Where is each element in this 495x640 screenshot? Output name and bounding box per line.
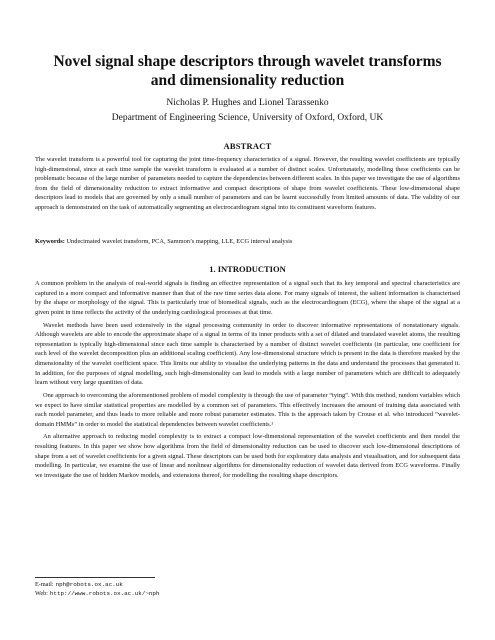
- author-list: Nicholas P. Hughes and Lionel Tarassenko: [166, 98, 329, 108]
- keywords-text: Undecimated wavelet transform, PCA, Sammon’s mapping, LLE, ECG interval analysis: [66, 238, 293, 245]
- keywords-label: Keywords:: [35, 238, 65, 245]
- footnote-divider: [35, 577, 155, 578]
- footnote-email-line: [35, 580, 160, 589]
- introduction-body: [35, 279, 460, 484]
- footnote: [35, 580, 160, 598]
- abstract-text: The wavelet transform is a powerful tool for capturing the joint time-frequency characteristics of a signal. However, the resulting wavelet coefficients are typically high-dimensional, since at each time sample the wavelet transform is evaluated at a number of distinct scales. Unfortunately, modelling these coefficients can be problematic because of the large number of parameters needed to capture the dependencies between different scales. In this paper we investigate the use of algorithms from the field of dimensionality reduction to extract informative and compact descriptions of shape from wavelet coefficients. These low-dimensional shape descriptors lead to models that are governed by only a small number of parameters and can be learnt successfully from limited amounts of data. The validity of our approach is demonstrated on the task of automatically segmenting an electrocardiogram signal into its constituent waveform features.: [35, 156, 460, 211]
- keywords-line: [35, 237, 460, 247]
- footnote-web-line: [35, 589, 160, 598]
- intro-paragraph: A common problem in the analysis of real-world signals is finding an effective representation of a signal such that its key temporal and spectral characteristics are captured in a more compact and informative manner than that of the raw time series data alone. For many signals of interest, the salient information is characterised by the shape or morphology of the signal. This is particularly true of biomedical signals, such as the electrocardiogram (ECG), where the shape of the signal at a given point in time reflects the activity of the underlying cardiological processes at that time.: [35, 280, 460, 316]
- intro-paragraph: Wavelet methods have been used extensively in the signal processing community in order to discover informative representations of nonstationary signals. Although wavelets are able to encode the approximate shape of a signal in terms of its inner products with a set of dilated and translated wavelet atoms, the resulting representation is typically high-dimensional since each time sample is characterised by a number of distinct wavelet coefficients (in particular, one coefficient for each level of the wavelet decomposition plus an additional scaling coefficient). Any low-dimensional structure which is present in the data is therefore masked by the dimensionality of the wavelet coefficient space. This limits our ability to visualise the underlying patterns in the data and understand the processes that generated it. In addition, for the purposes of signal modelling, such high-dimensionality can lead to models with a large number of parameters which are difficult to adequately learn without very large quantities of data.: [35, 321, 460, 387]
- abstract-heading: ABSTRACT: [223, 141, 272, 151]
- email-label: E-mail:: [35, 581, 54, 588]
- web-link[interactable]: http://www.robots.ox.ac.uk/~nph: [49, 590, 160, 597]
- intro-paragraph: An alternative approach to reducing model complexity is to extract a compact low-dimensional representation of the wavelet coefficients and then model the resulting features. In this paper we show how algorithms from the field of dimensionality reduction can be used to discover such low-dimensional descriptions of shape from a set of wavelet coefficients for a given signal. These descriptors can be used both for exploratory data analysis and visualisation, and for subsequent data modelling. In particular, we examine the use of linear and nonlinear algorithms for dimensionality reduction of wavelet data derived from ECG waveforms. Finally we investigate the use of hidden Markov models, and extensions thereof, for modelling the resulting shape descriptors.: [35, 433, 460, 479]
- web-label: Web:: [35, 590, 48, 597]
- affiliation: Department of Engineering Science, University of Oxford, Oxford, UK: [111, 113, 384, 123]
- email-link[interactable]: nph@robots.ox.ac.uk: [55, 581, 123, 588]
- section-heading-introduction: 1. INTRODUCTION: [209, 264, 286, 274]
- intro-paragraph: One approach to overcoming the aforementioned problem of model complexity is through the use of parameter “tying”. With this method, random variables which we expect to have similar statistical properties are modelled by a common set of parameters. This effectively increases the amount of training data associated with each model parameter, and thus leads to more reliable and more robust parameter estimates. This is the approach taken by Crouse et al. who introduced “wavelet-domain HMMs” in order to model the statistical dependencies between wavelet coefficients.¹: [35, 391, 460, 428]
- paper-title: Novel signal shape descriptors through wavelet transforms and dimensionality reduction: [53, 53, 442, 89]
